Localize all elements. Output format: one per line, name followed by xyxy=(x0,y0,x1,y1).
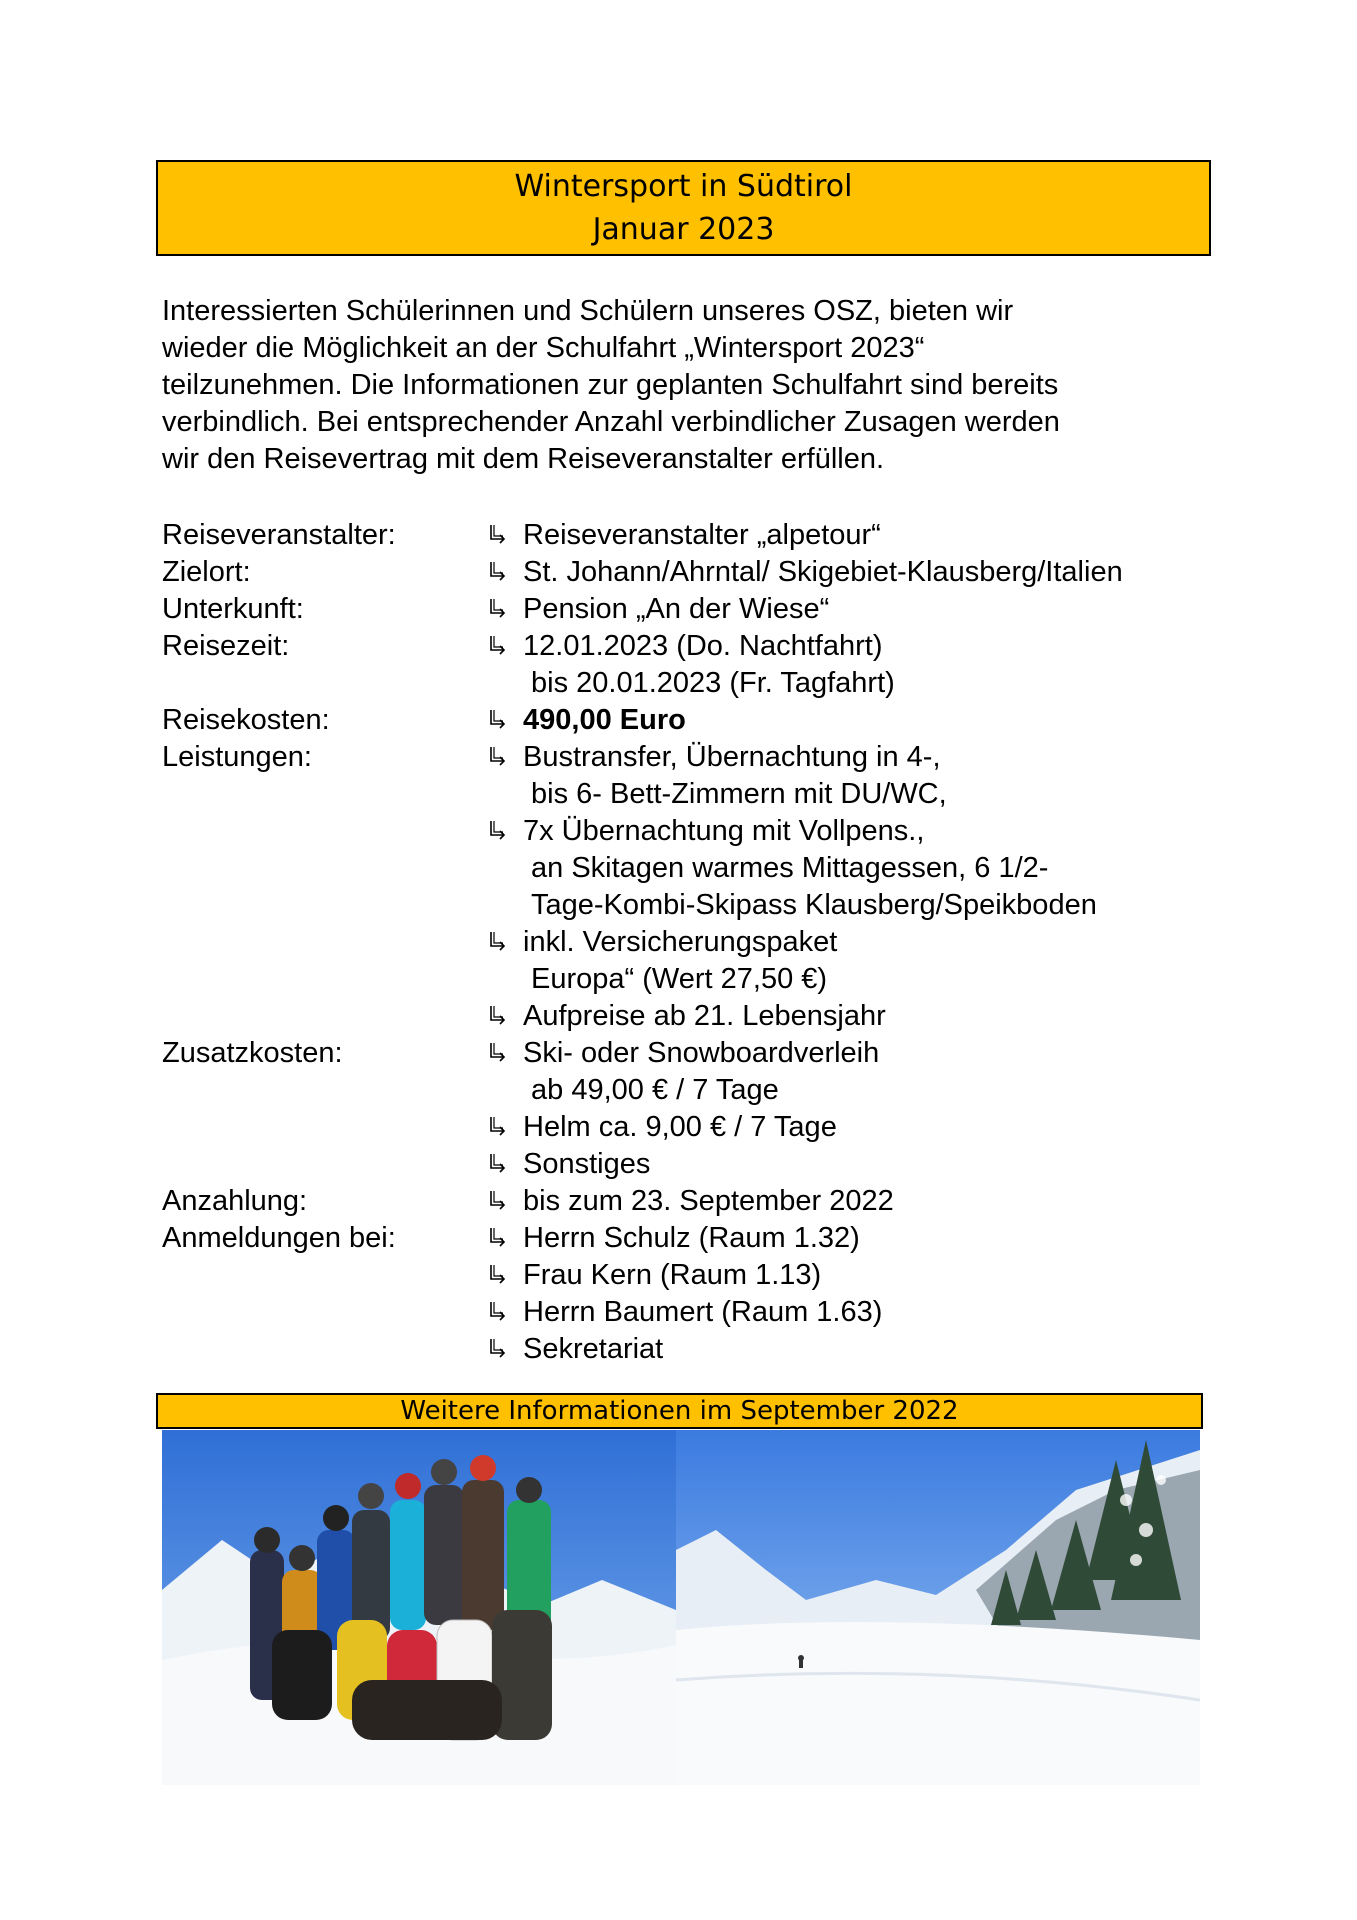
detail-value: bis 6- Bett-Zimmern mit DU/WC, xyxy=(531,778,947,810)
detail-value: Sonstiges xyxy=(523,1148,651,1180)
page-title: Wintersport in Südtirol xyxy=(514,169,853,204)
detail-value: Frau Kern (Raum 1.13) xyxy=(523,1259,822,1291)
detail-row xyxy=(162,1220,1222,1257)
detail-value: 12.01.2023 (Do. Nachtfahrt) xyxy=(523,630,883,662)
intro-paragraph xyxy=(162,293,1202,478)
detail-value: Aufpreise ab 21. Lebensjahr xyxy=(523,1000,886,1032)
price-value: 490,00 Euro xyxy=(523,704,686,736)
detail-value: Ski- oder Snowboardverleih xyxy=(523,1037,880,1069)
detail-label: Anmeldungen bei: xyxy=(162,1222,396,1254)
arrow-down-right-icon xyxy=(487,702,523,739)
detail-row xyxy=(162,998,1222,1035)
detail-row xyxy=(162,517,1222,554)
title-banner xyxy=(156,160,1211,256)
detail-label: Reisezeit: xyxy=(162,630,290,662)
detail-value: ab 49,00 € / 7 Tage xyxy=(531,1074,779,1106)
footer-banner xyxy=(156,1393,1203,1429)
arrow-down-right-icon xyxy=(487,924,523,961)
detail-label: Reiseveranstalter: xyxy=(162,519,396,551)
arrow-down-right-icon xyxy=(487,1220,523,1257)
detail-label: Unterkunft: xyxy=(162,593,304,625)
arrow-down-right-icon xyxy=(487,554,523,591)
arrow-down-right-icon xyxy=(487,1331,523,1368)
detail-label: Zielort: xyxy=(162,556,251,588)
detail-value: Herrn Schulz (Raum 1.32) xyxy=(523,1222,860,1254)
detail-row xyxy=(162,554,1222,591)
arrow-down-right-icon xyxy=(487,998,523,1035)
detail-row xyxy=(162,1183,1222,1220)
intro-line: teilzunehmen. Die Informationen zur geplanten Schulfahrt sind bereits xyxy=(162,369,1059,401)
detail-row-continuation xyxy=(162,850,1222,887)
arrow-down-right-icon xyxy=(487,1183,523,1220)
detail-label: Leistungen: xyxy=(162,741,312,773)
detail-row xyxy=(162,813,1222,850)
detail-value: bis 20.01.2023 (Fr. Tagfahrt) xyxy=(531,667,895,699)
detail-value: Herrn Baumert (Raum 1.63) xyxy=(523,1296,883,1328)
arrow-down-right-icon xyxy=(487,628,523,665)
intro-line: Interessierten Schülerinnen und Schülern unseres OSZ, bieten wir xyxy=(162,295,1014,327)
arrow-down-right-icon xyxy=(487,813,523,850)
arrow-down-right-icon xyxy=(487,1109,523,1146)
arrow-down-right-icon xyxy=(487,1294,523,1331)
detail-value: Sekretariat xyxy=(523,1333,664,1365)
intro-line: verbindlich. Bei entsprechender Anzahl verbindlicher Zusagen werden xyxy=(162,406,1060,438)
page-subtitle: Januar 2023 xyxy=(592,212,775,247)
footer-text: Weitere Informationen im September 2022 xyxy=(400,1396,959,1426)
detail-value: 7x Übernachtung mit Vollpens., xyxy=(523,815,925,847)
intro-line: wir den Reisevertrag mit dem Reiseveranstalter erfüllen. xyxy=(162,443,885,475)
detail-row xyxy=(162,628,1222,665)
group-photo xyxy=(162,1430,676,1785)
detail-value: Reiseveranstalter „alpetour“ xyxy=(523,519,881,551)
detail-row xyxy=(162,591,1222,628)
detail-value: bis zum 23. September 2022 xyxy=(523,1185,894,1217)
detail-row xyxy=(162,1109,1222,1146)
detail-row-continuation xyxy=(162,887,1222,924)
detail-row xyxy=(162,1257,1222,1294)
detail-row-continuation xyxy=(162,1072,1222,1109)
detail-row-continuation xyxy=(162,665,1222,702)
detail-label: Reisekosten: xyxy=(162,704,330,736)
detail-row xyxy=(162,1035,1222,1072)
intro-line: wieder die Möglichkeit an der Schulfahrt „Wintersport 2023“ xyxy=(162,332,925,364)
arrow-down-right-icon xyxy=(487,1146,523,1183)
detail-label: Anzahlung: xyxy=(162,1185,308,1217)
slope-photo xyxy=(676,1430,1200,1785)
detail-value: Tage-Kombi-Skipass Klausberg/Speikboden xyxy=(531,889,1097,921)
arrow-down-right-icon xyxy=(487,1035,523,1072)
arrow-down-right-icon xyxy=(487,517,523,554)
detail-value: an Skitagen warmes Mittagessen, 6 1/2- xyxy=(531,852,1049,884)
detail-value: Europa“ (Wert 27,50 €) xyxy=(531,963,828,995)
detail-row xyxy=(162,702,1222,739)
arrow-down-right-icon xyxy=(487,739,523,776)
arrow-down-right-icon xyxy=(487,591,523,628)
detail-row-continuation xyxy=(162,961,1222,998)
arrow-down-right-icon xyxy=(487,1257,523,1294)
detail-value: Pension „An der Wiese“ xyxy=(523,593,830,625)
detail-value: Helm ca. 9,00 € / 7 Tage xyxy=(523,1111,837,1143)
detail-value: St. Johann/Ahrntal/ Skigebiet-Klausberg/Italien xyxy=(523,556,1123,588)
detail-row xyxy=(162,739,1222,776)
detail-row xyxy=(162,1146,1222,1183)
detail-row xyxy=(162,1331,1222,1368)
detail-row xyxy=(162,924,1222,961)
detail-value: Bustransfer, Übernachtung in 4-, xyxy=(523,741,941,773)
detail-row xyxy=(162,1294,1222,1331)
detail-value: inkl. Versicherungspaket xyxy=(523,926,838,958)
trip-details xyxy=(162,517,1222,1368)
detail-row-continuation xyxy=(162,776,1222,813)
detail-label: Zusatzkosten: xyxy=(162,1037,343,1069)
